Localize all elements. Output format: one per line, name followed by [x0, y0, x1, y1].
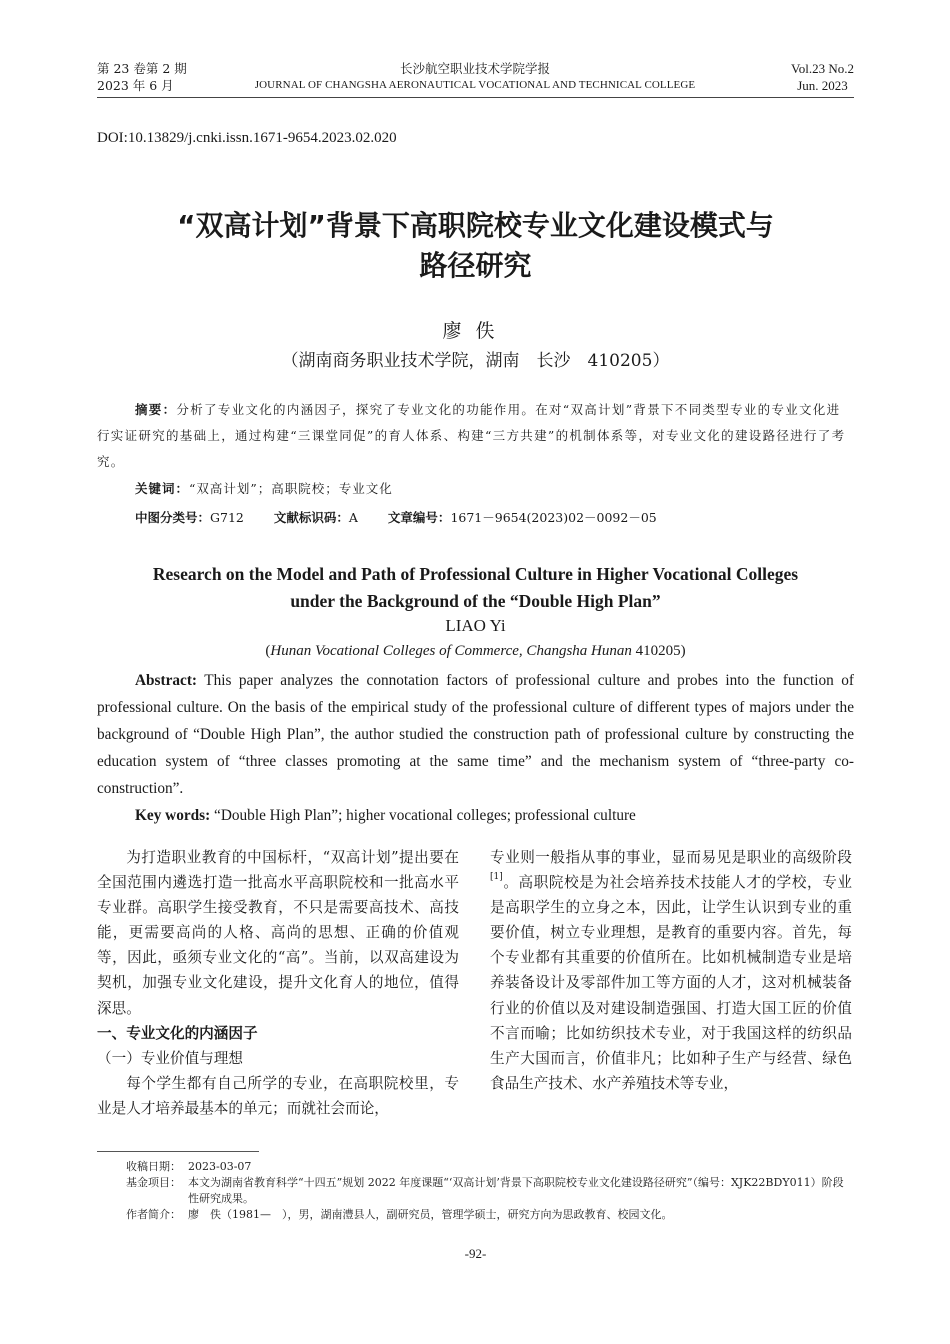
abstract-cn-text: 分析了专业文化的内涵因子，探究了专业文化的功能作用。在对“双高计划”背景下不同类型专业的专业文化进行实证研究的基础上，通过构建“三课堂同促”的育人体系、构建“三方共建”的机制体系等，对专业文化的建设路径进行了考究。: [97, 402, 846, 469]
header-journal-en: JOURNAL OF CHANGSHA AERONAUTICAL VOCATIONAL AND TECHNICAL COLLEGE: [254, 79, 696, 91]
article-id-value: 1671－9654(2023)02－0092－05: [450, 510, 657, 525]
footnote-fund-label: 基金项目：: [126, 1176, 181, 1189]
footnote-divider: [97, 1151, 259, 1152]
citation-ref[interactable]: [1]: [490, 872, 503, 883]
footnote-fund-text: 本文为湖南省教育科学“十四五”规划 2022 年度课题“‘双高计划’背景下高职院校专业文化建设路径研究”（编号：XJK22BDY011）阶段性研究成果。: [188, 1176, 844, 1205]
footnote-received: [126, 1159, 854, 1175]
article-id-label: 文章编号：: [387, 510, 451, 525]
footnote-bio: [126, 1207, 854, 1223]
header-volume-cn-text: 第 23 卷第 2 期: [97, 61, 187, 76]
english-affiliation-postcode: 410205: [635, 643, 681, 659]
clc-value: G712: [210, 510, 244, 525]
header-date-en: Jun. 2023: [797, 78, 848, 93]
classification-line: [135, 508, 657, 528]
keywords-en: [135, 802, 636, 829]
body-text: 。高职院校是为社会培养技术技能人才的学校，专业是高职学生的立身之本，因此，让学生认识到专业的重要价值，树立专业理想，是教育的重要内容。首先，每个专业都有其重要的价值所在。比如机械制造专业是培养装备设计及零部件加工等方面的人才，这对机械装备行业的价值以及对建设制造强国、打造大国工匠的价值不言而喻；比如纺织技术专业，对于我国这样的纺织品生产大国而言，价值非凡；比如种子生产与经营、绿色食品生产技术、水产养殖技术等专业，: [490, 874, 852, 1092]
page-number: -92-: [464, 1246, 487, 1261]
footnote-received-label: 收稿日期：: [126, 1160, 181, 1173]
body-paragraph: 为打造职业教育的中国标杆，“双高计划”提出要在全国范围内遴选打造一批高水平高职院校和一批高水平专业群。高职学生接受教育，不只是需要高技术、高技能，更需要高尚的人格、高尚的思想、正确的价值观等，因此，亟须专业文化的“高”。当前，以双高建设为契机，加强专业文化建设，提升文化育人的地位，值得深思。: [97, 849, 459, 1017]
footnote-received-text: 2023-03-07: [188, 1160, 252, 1173]
article-title-line2: 路径研究: [419, 249, 532, 282]
english-affiliation-name: Hunan Vocational Colleges of Commerce, Changsha Hunan: [270, 643, 632, 659]
header-volume-en-text: Vol.23 No.2: [791, 61, 854, 76]
body-paragraph: 每个学生都有自己所学的专业，在高职院校里，专业是人才培养最基本的单元；而就社会而论，: [97, 1074, 459, 1117]
body-column-left: [97, 845, 459, 1121]
english-author: LIAO Yi: [445, 616, 506, 635]
doc-code-label: 文献标识码：: [273, 510, 349, 525]
header-journal: [200, 60, 750, 94]
body-paragraph: [490, 845, 852, 1096]
keywords-cn-label: 关键词：: [135, 481, 190, 496]
doc-code-value: A: [348, 510, 358, 525]
section-heading-1: 一、专业文化的内涵因子: [97, 1024, 258, 1042]
english-affiliation: (Hunan Vocational Colleges of Commerce, Changsha Hunan 410205): [265, 643, 686, 659]
author-name: 廖佚: [442, 320, 509, 342]
article-title-line1: “双高计划”背景下高职院校专业文化建设模式与: [177, 209, 774, 242]
header-journal-cn: 长沙航空职业技术学院学报: [399, 61, 550, 76]
doi[interactable]: DOI:10.13829/j.cnki.issn.1671-9654.2023.02.020: [97, 130, 397, 146]
header-volume-en: [791, 60, 854, 94]
body-text: 专业则一般指从事的事业，显而易见是职业的高级阶段: [490, 849, 852, 866]
subsection-heading-1: （一）专业价值与理想: [97, 1049, 243, 1067]
header-divider: [97, 97, 854, 98]
footnote-bio-label: 作者简介：: [126, 1208, 181, 1221]
article-title: [97, 206, 854, 286]
abstract-cn: [97, 397, 854, 475]
header-date-cn: 2023 年 6 月: [97, 78, 174, 93]
keywords-cn: [135, 479, 393, 499]
keywords-en-label: Key words:: [135, 807, 211, 824]
keywords-cn-text: “双高计划”；高职院校；专业文化: [189, 481, 393, 496]
footnote-bio-text: 廖 佚（1981— ），男，湖南澧县人，副研究员，管理学硕士，研究方向为思政教育、校园文化。: [188, 1208, 673, 1221]
abstract-en: [97, 667, 854, 802]
author-affiliation: （湖南商务职业技术学院，湖南 长沙 410205）: [281, 351, 670, 371]
abstract-en-text: This paper analyzes the connotation factors of professional culture and probes into the function of professional culture. On the basis of the empirical study of the professional culture of different types of majors under the background of “Double High Plan”, the author studied the construction path of professional culture by constructing the education system of “three classes promoting at the same time” and the mechanism system of “three-party co-construction”.: [97, 672, 854, 797]
footnotes: [126, 1159, 854, 1223]
clc-label: 中图分类号：: [135, 510, 211, 525]
abstract-en-label: Abstract:: [135, 672, 198, 689]
body-column-right: [490, 845, 852, 1096]
english-title-line2: under the Background of the “Double High Plan”: [290, 591, 661, 611]
keywords-en-text: “Double High Plan”; higher vocational colleges; professional culture: [214, 807, 636, 824]
abstract-cn-label: 摘要：: [135, 402, 177, 417]
english-title-line1: Research on the Model and Path of Professional Culture in Higher Vocational Colleges: [152, 564, 799, 584]
header-volume-cn: [97, 60, 187, 94]
footnote-fund: [126, 1175, 854, 1207]
english-title: [97, 561, 854, 615]
